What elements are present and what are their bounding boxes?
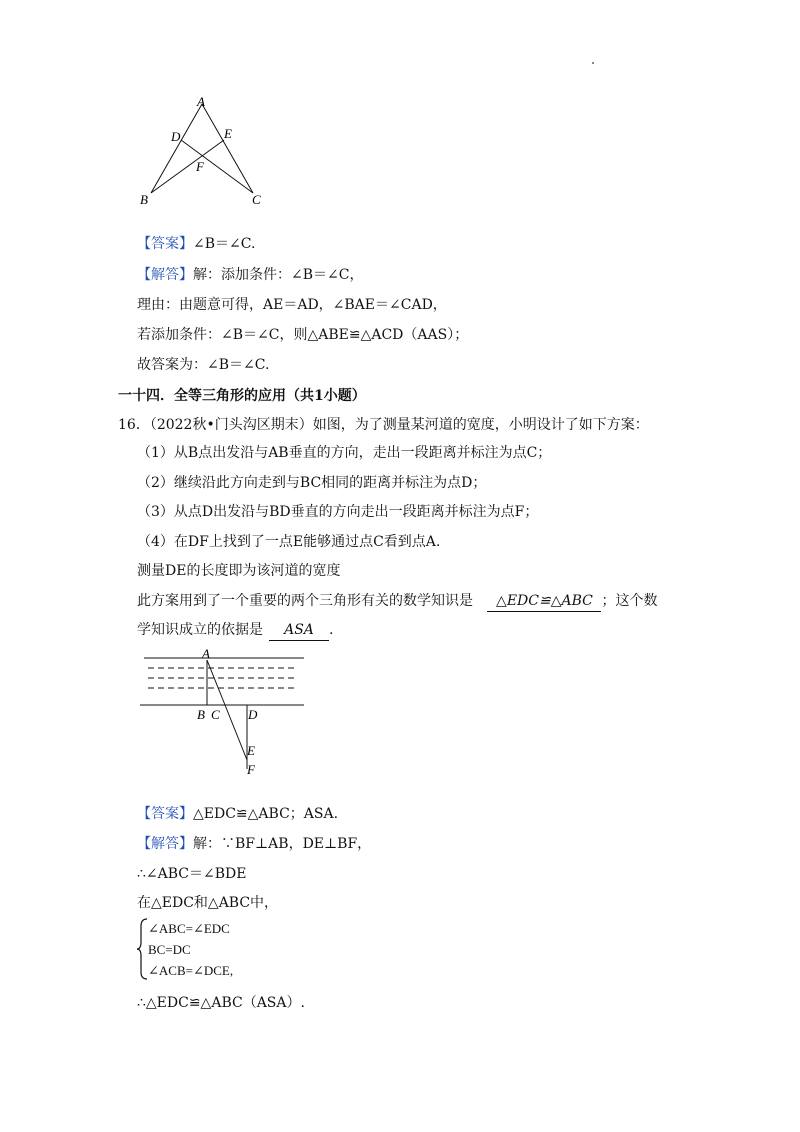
solution-text: 解：添加条件：∠B＝∠C，: [193, 267, 364, 283]
answer-text-2: △EDC≌△ABC；ASA.: [193, 806, 339, 822]
corner-dot: [592, 62, 594, 64]
condition-bc-dc: BC=DC: [148, 942, 191, 957]
river-point-B-label: B: [197, 707, 205, 722]
basis-period: .: [329, 622, 334, 638]
river-point-A-label: A: [202, 646, 210, 661]
in-triangles-line: 在△EDC和△ABC中，: [137, 895, 279, 911]
step-2: （2）继续沿此方向走到与BC相同的距离并标注为点D；: [137, 475, 487, 491]
answer-text: ∠B＝∠C.: [193, 236, 256, 252]
solution-tag: 【解答】: [137, 267, 193, 283]
conclusion-line: ∴△EDC≌△ABC（ASA）.: [137, 995, 305, 1011]
final-answer-line: 故答案为：∠B＝∠C.: [137, 357, 270, 373]
figure-triangle: [135, 90, 275, 215]
answer-blank-1: △EDC≌△ABC: [487, 591, 601, 612]
section-heading: 一十四．全等三角形的应用（共1小题）: [118, 388, 366, 404]
solution-line: [137, 265, 363, 285]
solution-text-2: 解：∵BF⊥AB，DE⊥BF，: [193, 836, 372, 852]
river-point-E-label: E: [247, 743, 255, 758]
knowledge-text: 此方案用到了一个重要的两个三角形有关的数学知识是: [137, 593, 473, 609]
answer-blank-2: ASA: [269, 620, 329, 641]
river-point-D-label: D: [248, 707, 258, 722]
answer-line: [137, 234, 255, 254]
step-3: （3）从点D出发沿与BD垂直的方向走出一段距离并标注为点F；: [137, 504, 539, 520]
step-1: （1）从B点出发沿与AB垂直的方向，走出一段距离并标注为点C；: [137, 445, 552, 461]
condition-angle-acb: ∠ACB=∠DCE,: [148, 963, 234, 978]
step-4: （4）在DF上找到了一点E能够通过点C看到点A.: [137, 534, 441, 550]
condition-angle-abc: ∠ABC=∠EDC: [148, 921, 230, 936]
knowledge-text-cont: ；这个数: [601, 593, 658, 609]
measure-line: 测量DE的长度即为该河道的宽度: [137, 563, 341, 579]
figure-river: [138, 645, 308, 780]
answer-line-2: [137, 804, 338, 824]
point-C-label: C: [252, 192, 261, 207]
answer-tag-2: 【答案】: [137, 806, 193, 822]
river-point-F-label: F: [247, 762, 255, 777]
point-E-label: E: [224, 126, 232, 141]
point-B-label: B: [140, 192, 148, 207]
angle-equal-line: ∴∠ABC＝∠BDE: [137, 866, 247, 882]
solution-tag-2: 【解答】: [137, 836, 193, 852]
point-D-label: D: [171, 129, 181, 144]
solution-line-2: [137, 834, 371, 854]
point-A-label: A: [197, 94, 205, 109]
basis-line: [137, 620, 333, 641]
reason-line: 理由：由题意可得，AE＝AD，∠BAE＝∠CAD，: [137, 297, 447, 313]
point-F-label: F: [196, 159, 204, 174]
river-point-C-label: C: [211, 707, 220, 722]
condition-line: 若添加条件：∠B＝∠C，则△ABE≌△ACD（AAS）；: [137, 327, 469, 343]
question-16-lead: 16．（2022秋•门头沟区期末）如图，为了测量某河道的宽度，小明设计了如下方案：: [118, 417, 649, 433]
knowledge-line: [137, 591, 657, 612]
answer-tag: 【答案】: [137, 236, 193, 252]
basis-text: 学知识成立的依据是: [137, 622, 263, 638]
